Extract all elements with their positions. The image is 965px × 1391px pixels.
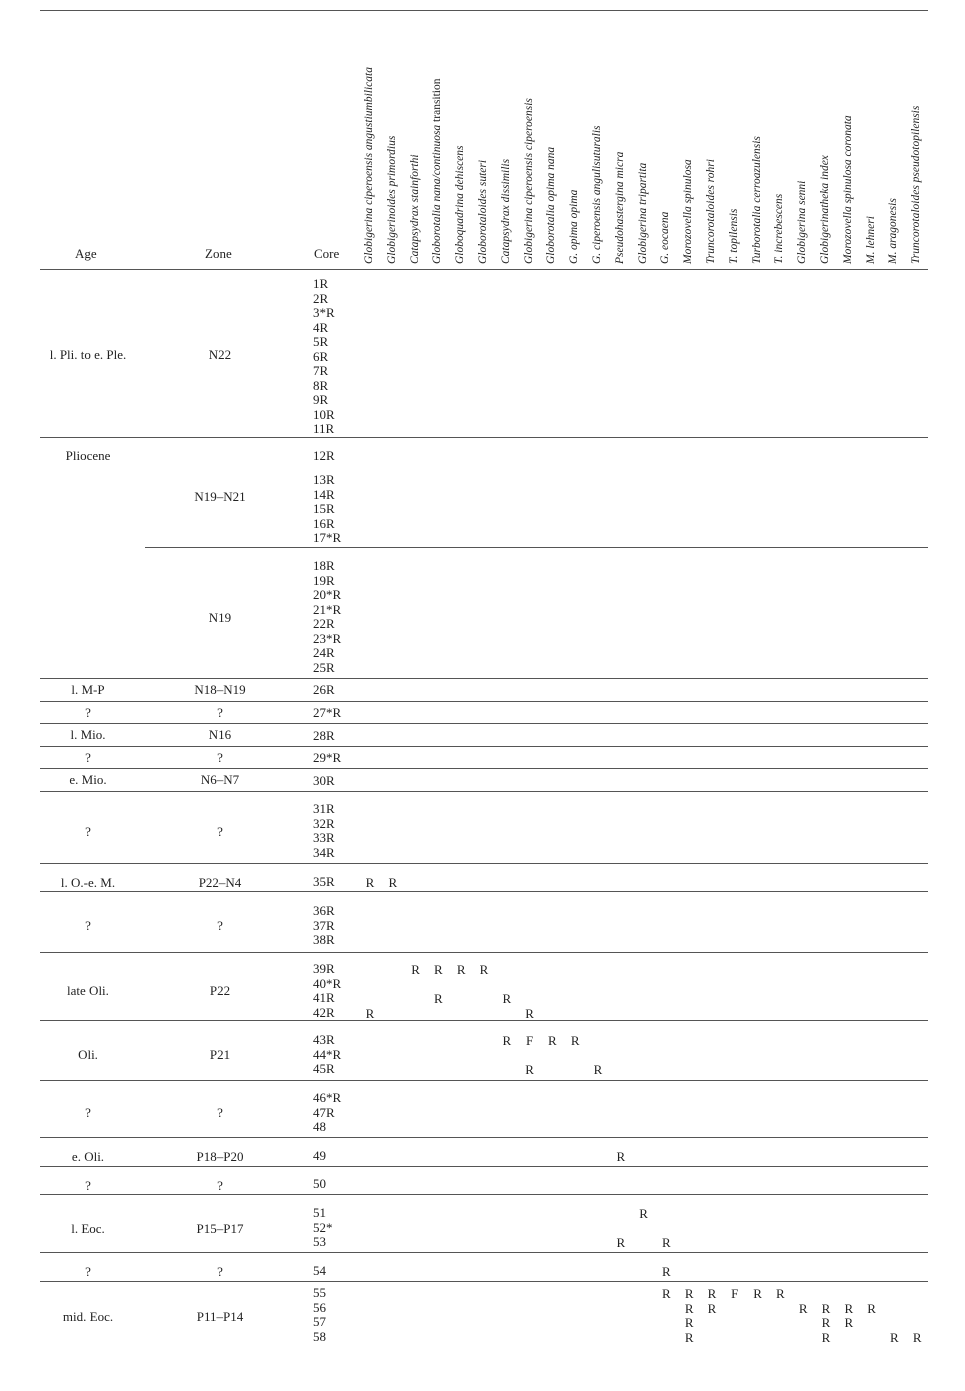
species-name: Globigerina ciperoensis ciperoensis	[522, 98, 535, 264]
age-cell: ?	[85, 1177, 91, 1193]
age-cell: ?	[85, 1263, 91, 1279]
core-label: 6R	[313, 348, 329, 364]
occurrence-mark: R	[502, 991, 512, 1006]
occurrence-mark: R	[479, 962, 489, 977]
occurrence-mark: R	[662, 1286, 671, 1301]
core-label: 27*R	[313, 705, 342, 720]
core-label: 46*R	[313, 1090, 342, 1105]
occurrence-mark: R	[684, 1300, 694, 1316]
core-label: 41R	[313, 990, 335, 1005]
species-header	[842, 115, 855, 264]
occurrence-mark: R	[434, 991, 443, 1006]
age-cell: l. Mio.	[70, 726, 106, 742]
species-name: Catapsydrax dissimilis	[499, 158, 512, 264]
species-name: Morozovella spinulosa	[682, 159, 695, 264]
row-divider	[40, 1137, 928, 1138]
species-name: M. lehneri	[864, 216, 877, 264]
zone-cell: ?	[217, 1263, 223, 1279]
species-header	[728, 209, 741, 264]
zone-cell: N6–N7	[200, 771, 240, 787]
species-header	[363, 67, 376, 264]
occurrence-mark: R	[593, 1062, 603, 1077]
core-label: 24R	[313, 645, 335, 660]
row-divider	[40, 746, 928, 747]
core-label: 50	[313, 1176, 326, 1191]
occurrence-mark: R	[844, 1315, 854, 1330]
row-divider	[40, 1020, 928, 1021]
occurrence-mark: R	[684, 1329, 694, 1345]
core-label: 28R	[313, 728, 335, 743]
species-name: Globigerina tripartita	[636, 162, 649, 264]
occurrence-mark: R	[867, 1300, 876, 1316]
core-label: 22R	[313, 616, 335, 631]
header-core: Core	[314, 246, 340, 261]
core-label: 2R	[313, 290, 329, 306]
species-name-suffix: transition	[431, 78, 444, 125]
core-label: 14R	[313, 486, 335, 502]
age-cell: l. O.-e. M.	[60, 874, 116, 890]
zone-cell: P18–P20	[196, 1148, 244, 1164]
occurrence-mark: F	[525, 1033, 534, 1048]
species-name: Globorotaloides suteri	[477, 159, 489, 264]
occurrence-mark: R	[548, 1033, 557, 1048]
core-label: 18R	[313, 558, 335, 573]
species-name: Globorotalia opima nana	[545, 146, 558, 264]
species-name: Globigerinatheka index	[819, 155, 831, 264]
zone-cell: ?	[217, 823, 223, 839]
species-header	[887, 198, 900, 264]
core-label: 54	[313, 1263, 326, 1278]
zone-cell: P11–P14	[196, 1308, 244, 1324]
core-label: 15R	[313, 501, 335, 516]
core-label: 25R	[313, 659, 335, 675]
species-name: Turborotalia cerroazulensis	[750, 136, 763, 264]
species-header	[523, 98, 536, 264]
core-label: 37R	[313, 917, 335, 933]
species-header	[865, 216, 878, 264]
occurrence-mark: R	[753, 1286, 762, 1301]
species-name: T. increbescens	[773, 193, 786, 264]
core-label: 44*R	[313, 1046, 342, 1062]
occurrence-mark: R	[616, 1149, 626, 1164]
species-header	[431, 78, 444, 264]
species-header	[659, 212, 672, 264]
core-label: 29*R	[313, 750, 342, 765]
occurrence-mark: R	[525, 1005, 534, 1021]
species-name: Globigerina senni	[796, 180, 809, 264]
core-label: 48	[313, 1119, 326, 1134]
species-name: Globorotalia nana/continuosa	[431, 124, 444, 264]
core-label: 20*R	[313, 587, 342, 602]
species-header	[477, 160, 490, 264]
core-label: 57	[313, 1314, 326, 1329]
occurrence-mark: R	[707, 1286, 717, 1301]
zone-cell: N16	[208, 726, 232, 742]
core-label: 21*R	[313, 601, 342, 617]
row-divider	[40, 791, 928, 792]
species-name: G. eocaena	[659, 211, 672, 264]
occurrence-mark: R	[616, 1235, 626, 1250]
header-zone: Zone	[205, 246, 232, 261]
species-header	[751, 136, 764, 264]
species-header	[910, 106, 923, 264]
age-cell: ?	[85, 704, 91, 720]
occurrence-mark: R	[411, 962, 420, 977]
age-cell: ?	[85, 917, 91, 933]
occurrence-mark: R	[639, 1206, 648, 1221]
row-divider	[40, 1194, 928, 1195]
row-divider	[40, 1166, 928, 1167]
zone-cell: ?	[217, 704, 223, 720]
occurrence-mark: R	[707, 1300, 717, 1316]
core-label: 39R	[313, 961, 335, 976]
species-header	[796, 181, 809, 264]
core-label: 47R	[313, 1104, 335, 1120]
core-label: 26R	[313, 682, 335, 697]
core-label: 13R	[313, 472, 335, 487]
age-cell: ?	[85, 823, 91, 839]
row-divider	[40, 10, 928, 11]
core-label: 23*R	[313, 630, 342, 646]
occurrence-mark: R	[502, 1033, 512, 1048]
zone-cell: P15–P17	[196, 1220, 244, 1236]
core-label: 11R	[313, 421, 335, 436]
zone-cell: ?	[217, 749, 223, 765]
occurrence-mark: R	[821, 1329, 831, 1345]
core-label: 8R	[313, 377, 329, 393]
core-label: 31R	[313, 801, 335, 816]
core-label: 30R	[313, 773, 335, 788]
core-label: 49	[313, 1148, 326, 1163]
core-label: 35R	[313, 874, 335, 889]
occurrence-mark: R	[776, 1286, 785, 1301]
row-divider	[40, 678, 928, 679]
occurrence-mark: R	[684, 1286, 694, 1301]
row-divider	[40, 891, 928, 892]
row-divider	[40, 863, 928, 864]
occurrence-mark: R	[365, 1005, 375, 1021]
core-label: 45R	[313, 1061, 335, 1076]
species-name: Pseudohastergina micra	[613, 151, 626, 264]
core-label: 52*	[313, 1219, 333, 1235]
species-name: Truncorotaloides rohri	[705, 159, 717, 264]
species-header	[773, 194, 786, 264]
zone-cell: P22–N4	[198, 874, 242, 890]
age-cell: ?	[85, 1104, 91, 1120]
occurrence-mark: R	[525, 1062, 534, 1077]
species-name: M. aragonesis	[887, 198, 900, 264]
species-name: Globigerina ciperoensis angustiumbilicata	[363, 67, 375, 264]
species-header	[386, 136, 399, 264]
species-header	[614, 152, 627, 264]
core-label: 9R	[313, 392, 329, 407]
zone-cell: P22	[209, 982, 231, 998]
age-cell: e. Mio.	[69, 771, 107, 787]
zone-cell: N19–N21	[194, 488, 246, 504]
zone-cell: ?	[217, 917, 223, 933]
core-label: 43R	[313, 1032, 335, 1047]
core-label: 51	[313, 1205, 326, 1220]
row-divider	[40, 723, 928, 724]
occurrence-mark: R	[365, 875, 375, 890]
row-divider	[40, 1281, 928, 1282]
age-cell: late Oli.	[67, 982, 109, 998]
species-name: Catapsydrax stainforthi	[408, 154, 421, 264]
occurrence-mark: R	[821, 1300, 831, 1316]
zone-cell: N19	[208, 609, 232, 625]
occurrence-mark: R	[821, 1315, 831, 1330]
zone-cell: N22	[208, 346, 232, 362]
core-label: 34R	[313, 844, 335, 860]
occurrence-mark: R	[798, 1300, 808, 1316]
row-divider	[145, 547, 928, 548]
core-label: 1R	[313, 276, 329, 291]
occurrence-mark: R	[434, 962, 443, 977]
age-cell: Oli.	[78, 1046, 98, 1062]
species-header	[637, 163, 650, 264]
zone-cell: N18–N19	[194, 681, 246, 697]
zone-cell: P21	[209, 1046, 231, 1062]
species-header	[568, 190, 581, 264]
age-cell: e. Oli.	[71, 1148, 105, 1164]
age-cell: Pliocene	[65, 447, 111, 463]
core-label: 38R	[313, 932, 335, 947]
species-header	[454, 145, 467, 264]
age-cell: mid. Eoc.	[62, 1308, 114, 1324]
species-header	[591, 125, 604, 264]
species-header	[682, 159, 695, 264]
row-divider	[40, 437, 928, 438]
species-header	[705, 159, 718, 264]
row-divider	[40, 701, 928, 702]
core-label: 32R	[313, 815, 335, 831]
core-label: 7R	[313, 363, 329, 378]
species-name: Truncorotaloides pseudotopilensis	[910, 105, 923, 264]
core-label: 33R	[313, 830, 335, 845]
species-name: G. opima opima	[568, 189, 581, 264]
row-divider	[40, 1080, 928, 1081]
occurrence-mark: R	[570, 1033, 580, 1048]
core-label: 40*R	[313, 975, 342, 991]
species-header	[819, 155, 832, 264]
occurrence-mark: R	[456, 962, 466, 977]
core-label: 42R	[313, 1004, 335, 1020]
core-label: 53	[313, 1234, 326, 1249]
core-label: 12R	[313, 448, 335, 463]
core-label: 16R	[313, 515, 335, 531]
occurrence-mark: R	[890, 1329, 899, 1345]
age-cell: l. Eoc.	[71, 1220, 105, 1236]
species-name: T. topilensis	[727, 208, 740, 264]
zone-cell: ?	[217, 1104, 223, 1120]
zone-cell: ?	[217, 1177, 223, 1193]
species-name: G. ciperoensis angulisuturalis	[591, 125, 603, 264]
age-cell: l. Pli. to e. Ple.	[49, 346, 127, 362]
occurrence-mark: R	[662, 1264, 671, 1279]
core-label: 4R	[313, 319, 329, 335]
species-header	[500, 159, 513, 264]
row-divider	[40, 269, 928, 270]
core-label: 55	[313, 1285, 326, 1300]
occurrence-mark: F	[731, 1286, 739, 1301]
occurrence-mark: R	[388, 875, 398, 890]
row-divider	[40, 768, 928, 769]
core-label: 5R	[313, 334, 329, 349]
species-name: Globigerinoides primordius	[385, 135, 398, 264]
row-divider	[40, 952, 928, 953]
species-header	[545, 147, 558, 264]
occurrence-mark: R	[844, 1300, 854, 1316]
occurrence-mark: R	[684, 1315, 694, 1330]
header-age: Age	[75, 246, 97, 261]
species-header	[409, 154, 422, 264]
species-name: Globoquadrina dehiscens	[454, 145, 467, 264]
occurrence-mark: R	[912, 1329, 922, 1345]
species-name: Morozovella spinulosa coronata	[841, 115, 854, 264]
core-label: 10R	[313, 406, 335, 422]
core-label: 56	[313, 1299, 326, 1315]
occurrence-mark: R	[662, 1235, 671, 1250]
row-divider	[40, 1252, 928, 1253]
core-label: 58	[313, 1328, 326, 1344]
core-label: 3*R	[313, 305, 335, 320]
core-label: 17*R	[313, 530, 342, 545]
core-label: 36R	[313, 903, 335, 918]
core-label: 19R	[313, 572, 335, 588]
age-cell: l. M-P	[71, 681, 105, 697]
age-cell: ?	[85, 749, 91, 765]
